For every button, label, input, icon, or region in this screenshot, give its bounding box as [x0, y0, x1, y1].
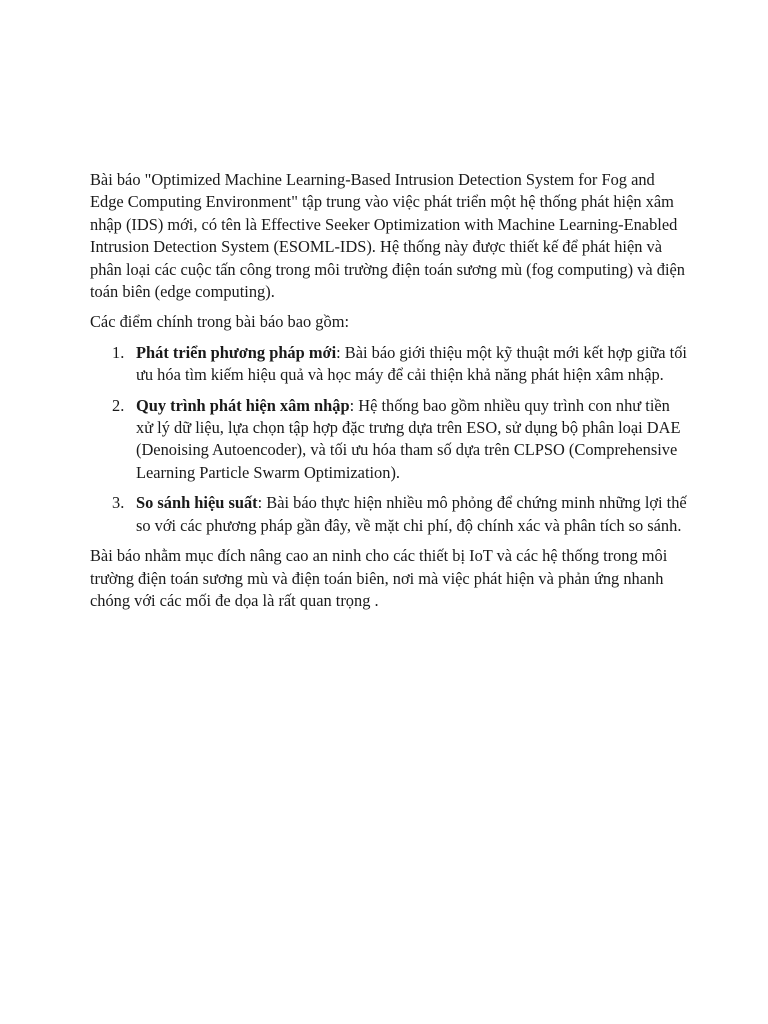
intro-paragraph: Bài báo "Optimized Machine Learning-Based Intrusion Detection System for Fog and Edge Computing Environment" tập trung vào việc phát triển một hệ thống phát hiện xâm nhập (IDS) mới, có tên là Effective Seeker Optimization with Machine Learning-Enabled Intrusion Detection System (ESOML-IDS). Hệ thống này được thiết kế để phát hiện và phân loại các cuộc tấn công trong môi trường điện toán sương mù (fog computing) và điện toán biên (edge computing). — [90, 170, 685, 302]
list-item — [112, 492, 690, 537]
list-item-title: Phát triển phương pháp mới — [136, 342, 337, 362]
list-item-text: : Hệ thống bao gồm nhiều quy trình con như tiền xử lý dữ liệu, lựa chọn tập hợp đặc trưng dựa trên ESO, sử dụng bộ phân loại DAE (Denoising Autoencoder), và tối ưu hóa tham số dựa trên CLPSO (Comprehensive Learning Particle Swarm Optimization). — [136, 395, 681, 482]
conclusion-paragraph: Bài báo nhằm mục đích nâng cao an ninh cho các thiết bị IoT và các hệ thống trong môi trường điện toán sương mù và điện toán biên, nơi mà việc phát hiện và phản ứng nhanh chóng với các mối đe dọa là rất quan trọng . — [90, 546, 668, 610]
list-item — [112, 342, 690, 387]
list-item-number: 1. — [112, 342, 125, 362]
list-item-text: : Bài báo thực hiện nhiều mô phỏng để chứng minh những lợi thế so với các phương pháp gần đây, về mặt chi phí, độ chính xác và phân tích so sánh. — [136, 493, 687, 535]
document-body — [90, 169, 690, 620]
list-item-number: 2. — [112, 395, 125, 415]
list-item-text: : Bài báo giới thiệu một kỹ thuật mới kết hợp giữa tối ưu hóa tìm kiếm hiệu quả và học máy để cải thiện khả năng phát hiện xâm nhập. — [136, 342, 687, 385]
list-item-title: So sánh hiệu suất — [136, 493, 258, 513]
list-item — [112, 395, 690, 485]
list-item-title: Quy trình phát hiện xâm nhập — [136, 395, 350, 415]
points-heading: Các điểm chính trong bài báo bao gồm: — [90, 312, 350, 332]
list-item-number: 3. — [112, 493, 125, 513]
key-points-list — [90, 342, 690, 537]
